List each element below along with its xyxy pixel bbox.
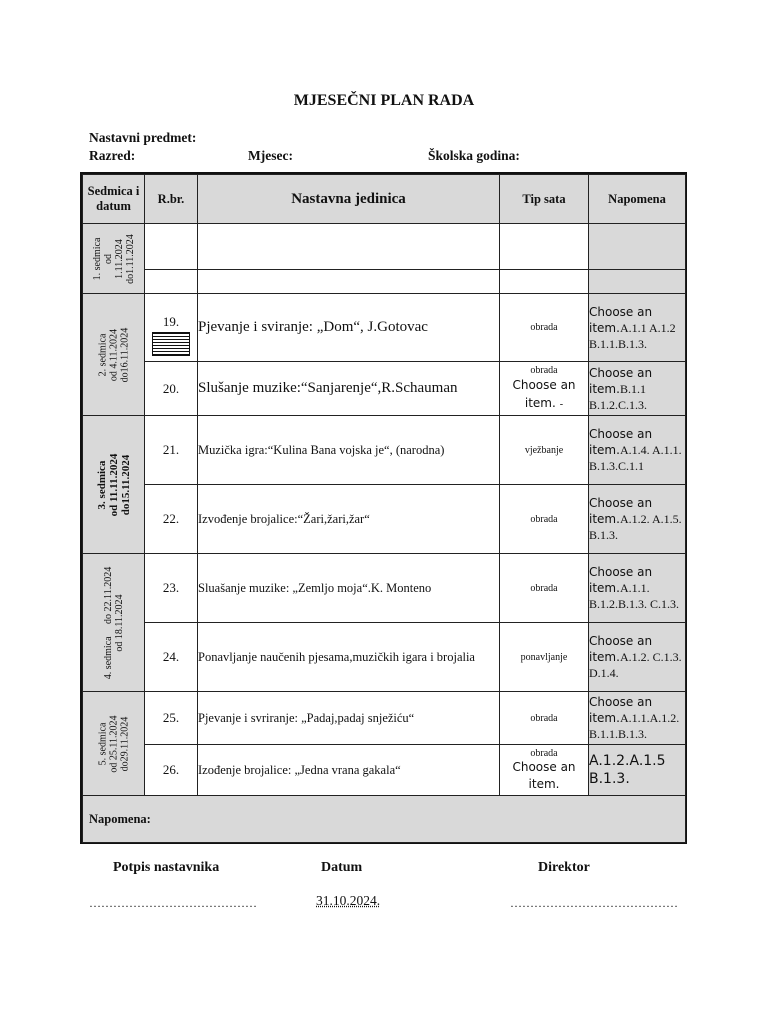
row-note[interactable]: [589, 692, 686, 745]
row-number: 22.: [145, 485, 198, 554]
row-unit: Izvođenje brojalice:“Žari,žari,žar“: [198, 485, 500, 554]
month-label: Mjesec:: [248, 148, 293, 163]
director-signature-line[interactable]: ……………………………………: [510, 896, 678, 910]
row-number: 25.: [145, 692, 198, 745]
week-5-cell: [83, 692, 145, 796]
empty-cell[interactable]: [145, 224, 198, 270]
choose-item-dropdown[interactable]: Choose an item.: [589, 565, 653, 595]
empty-cell[interactable]: [145, 270, 198, 294]
row-note[interactable]: [589, 623, 686, 692]
row-type-text: obrada: [530, 365, 558, 376]
row-note[interactable]: [589, 485, 686, 554]
week-2-cell: [83, 294, 145, 416]
empty-cell[interactable]: [500, 270, 589, 294]
choose-item-dropdown[interactable]: Choose an item.: [589, 634, 653, 664]
week-3-cell: [83, 416, 145, 554]
row-type: [500, 745, 589, 796]
row-type-text: obrada: [530, 747, 558, 759]
table-row: [83, 554, 686, 623]
row-type: obrada: [500, 294, 589, 362]
table-row: [83, 362, 686, 416]
note-codes: A.1.1. B.1.2.B.1.3. C.1.3.: [589, 581, 680, 611]
empty-cell[interactable]: [198, 270, 500, 294]
note-codes: A.1.2. A.1.5. B.1.3.: [589, 512, 682, 542]
row-number: 20.: [145, 362, 198, 416]
table-header-row: [83, 175, 686, 224]
row-number: 21.: [145, 416, 198, 485]
row-unit: Pjevanje i sviranje: „Dom“, J.Gotovac: [198, 294, 500, 362]
row-unit: Sluašanje muzike: „Zemljo moja“.K. Monteno: [198, 554, 500, 623]
row-type: ponavljanje: [500, 623, 589, 692]
row-note[interactable]: [589, 554, 686, 623]
table-row: [83, 623, 686, 692]
row-type: [500, 362, 589, 416]
row-note[interactable]: [589, 294, 686, 362]
note-codes: A.1.4. A.1.1. B.1.3.C.1.1: [589, 443, 682, 473]
note-codes: A.1.2. C.1.3. D.1.4.: [589, 650, 682, 680]
empty-cell[interactable]: [198, 224, 500, 270]
plan-table: [82, 174, 686, 843]
napomena-label[interactable]: Napomena:: [83, 796, 686, 843]
choose-item-dropdown[interactable]: Choose an item.: [589, 304, 653, 335]
table-row: [83, 270, 686, 294]
choose-item-dropdown[interactable]: Choose an item.: [589, 695, 653, 725]
row-type: obrada: [500, 554, 589, 623]
choose-item-dropdown[interactable]: Choose an item.: [589, 427, 653, 457]
row-note[interactable]: [589, 362, 686, 416]
col-unit-header: Nastavna jedinica: [198, 175, 500, 224]
row-number: 24.: [145, 623, 198, 692]
week-1-cell: [83, 224, 145, 294]
col-number-header: R.br.: [145, 175, 198, 224]
week-4-label: 4. sedmica do 22.11.2024 od 18.11.2024: [102, 566, 125, 679]
col-note-header: Napomena: [589, 175, 686, 224]
col-week-header: Sedmica i datum: [83, 175, 145, 224]
subject-label: Nastavni predmet:: [89, 130, 197, 145]
type-choose-dropdown[interactable]: Choose an item.: [512, 378, 576, 410]
class-label: Razred:: [89, 148, 136, 163]
week-5-label: 5. sedmica od 25.11.2024 do29.11.2024: [97, 714, 130, 773]
table-row: [83, 416, 686, 485]
week-1-label: 1. sedmica od 1.11.2024 do1.11.2024: [91, 233, 136, 284]
empty-note-cell[interactable]: [589, 270, 686, 294]
note-codes: A.1.2.A.1.5 B.1.3.: [589, 753, 666, 787]
lines-icon: [152, 332, 190, 356]
row-unit: Ponavljanje naučenih pjesama,muzičkih igara i brojalia: [198, 623, 500, 692]
date-value: 31.10.2024.: [316, 893, 381, 908]
row-number: 23.: [145, 554, 198, 623]
teacher-signature-label: Potpis nastavnika: [113, 860, 220, 875]
type-suffix: -: [559, 399, 564, 410]
row-type: vježbanje: [500, 416, 589, 485]
table-row: [83, 294, 686, 362]
page-title: MJESEČNI PLAN RADA: [293, 92, 475, 109]
week-3-label: 3. sedmica od 11.11.2024 do15.11.2024: [95, 453, 132, 516]
row-unit: Pjevanje i svriranje: „Padaj,padaj snježiću“: [198, 692, 500, 745]
row-type: obrada: [500, 485, 589, 554]
note-codes: A.1.1 A.1.2 B.1.1.B.1.3.: [589, 320, 676, 351]
table-row: [83, 692, 686, 745]
choose-item-dropdown[interactable]: Choose an item.: [589, 496, 653, 526]
row-note[interactable]: [589, 745, 686, 796]
director-label: Direktor: [538, 860, 590, 875]
row-unit: Slušanje muzike:“Sanjarenje“,R.Schauman: [198, 362, 500, 416]
date-label: Datum: [321, 860, 363, 875]
week-4-cell: [83, 554, 145, 692]
row-number: [145, 294, 198, 362]
note-codes: A.1.1.A.1.2. B.1.1.B.1.3.: [589, 711, 680, 741]
note-codes: B.1.1 B.1.2.C.1.3.: [589, 381, 648, 412]
row-note[interactable]: [589, 416, 686, 485]
napomena-row: [83, 796, 686, 843]
empty-note-cell[interactable]: [589, 224, 686, 270]
row-unit: Muzička igra:“Kulina Bana vojska je“, (narodna): [198, 416, 500, 485]
choose-item-dropdown[interactable]: Choose an item.: [589, 365, 653, 396]
row-number: 26.: [145, 745, 198, 796]
row-unit: Izođenje brojalice: „Jedna vrana gakala“: [198, 745, 500, 796]
col-type-header: Tip sata: [500, 175, 589, 224]
row-number-text: 19.: [162, 314, 180, 329]
teacher-signature-line[interactable]: ……………………………………: [89, 896, 257, 910]
table-row: [83, 224, 686, 270]
table-row: [83, 485, 686, 554]
table-row: [83, 745, 686, 796]
type-choose-dropdown[interactable]: Choose an item.: [512, 759, 576, 791]
school-year-label: Školska godina:: [428, 148, 520, 163]
row-type: obrada: [500, 692, 589, 745]
empty-cell[interactable]: [500, 224, 589, 270]
week-2-label: 2. sedmica od 4.11.2024 do16.11.2024: [97, 327, 130, 382]
